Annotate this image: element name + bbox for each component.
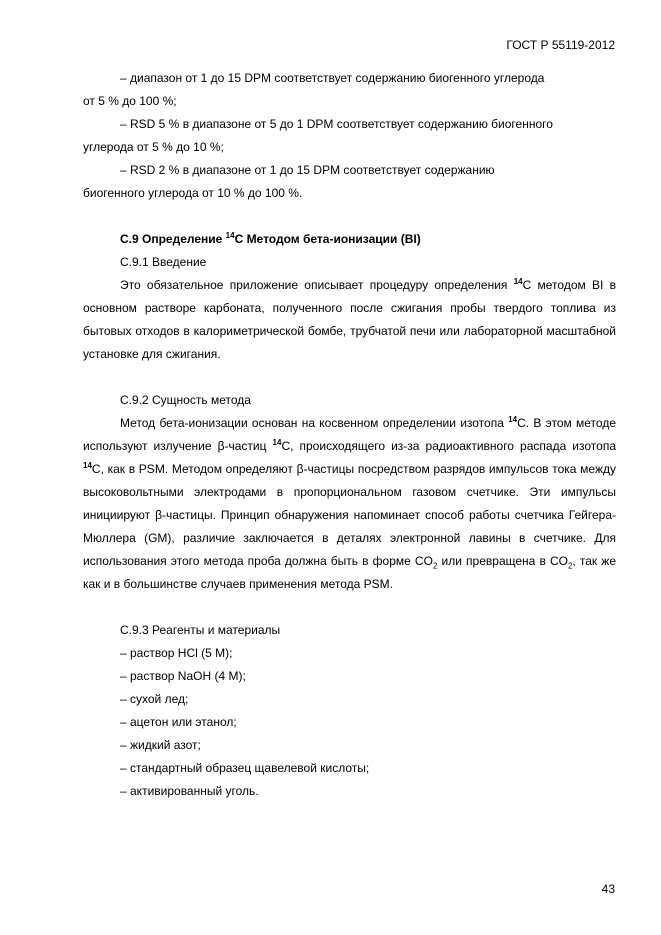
section-c9-title: С.9 Определение $^{14}$С Методом бета-ионизации (BI)	[120, 231, 421, 246]
list-item: – сухой лед;	[120, 692, 189, 706]
reagents-list	[83, 642, 616, 803]
subsection-c91-heading: С.9.1 Введение	[120, 255, 207, 269]
page-number: 43	[601, 882, 615, 896]
subsection-c93-heading: С.9.3 Реагенты и материалы	[120, 623, 281, 637]
range-item-2: – RSD 5 % в диапазоне от 5 до 1 DPM соответствует содержанию биогенного углерода от 5 % до 10 %;	[83, 117, 553, 154]
range-item-1: – диапазон от 1 до 15 DPM соответствует содержанию биогенного углерода от 5 % до 100 %;	[83, 71, 545, 108]
subsection-c92-heading: С.9.2 Сущность метода	[120, 393, 251, 407]
range-item-3: – RSD 2 % в диапазоне от 1 до 15 DPM соответствует содержанию биогенного углерода от 10 % до 100 %.	[83, 163, 495, 200]
intro-paragraph: Это обязательное приложение описывает процедуру определения $^{14}$С методом BI в основном растворе карбоната, полученного после сжигания пробы твердого топлива из бытовых отходов в калориметрической бомбе, трубчатой печи или лабораторной масштабной установке для сжигания.	[83, 277, 616, 361]
list-item: – раствор HCl (5 M);	[120, 646, 233, 660]
page-content	[83, 67, 616, 803]
document-header: ГОСТ Р 55119-2012	[506, 38, 615, 52]
list-item: – стандартный образец щавелевой кислоты;	[120, 761, 370, 775]
list-item: – ацетон или этанол;	[120, 715, 237, 729]
list-item: – раствор NaOH (4 M);	[120, 669, 246, 683]
list-item: – активированный уголь.	[120, 784, 259, 798]
essence-paragraph: Метод бета-ионизации основан на косвенном определении изотопа $^{14}$С. В этом методе используют излучение β-частиц $^{14}$С, происходящего из-за радиоактивного распада изотопа $^{14}$С, как в PSM. Методом определяют β-частицы посредством разрядов импульсов тока между высоковольтными электродами в пропорциональном газовом счетчике. Эти импульсы инициируют β-частицы. Принцип обнаружения напоминает способ работы счетчика Гейгера-Мюллера (GM), различие заключается в деталях электронной лавины в счетчике. Для использования этого метода проба должна быть в форме $CO_2$ или превращена в $CO_2$, так же как и в большинстве случаев применения метода PSM.	[83, 415, 617, 591]
list-item: – жидкий азот;	[120, 738, 201, 752]
